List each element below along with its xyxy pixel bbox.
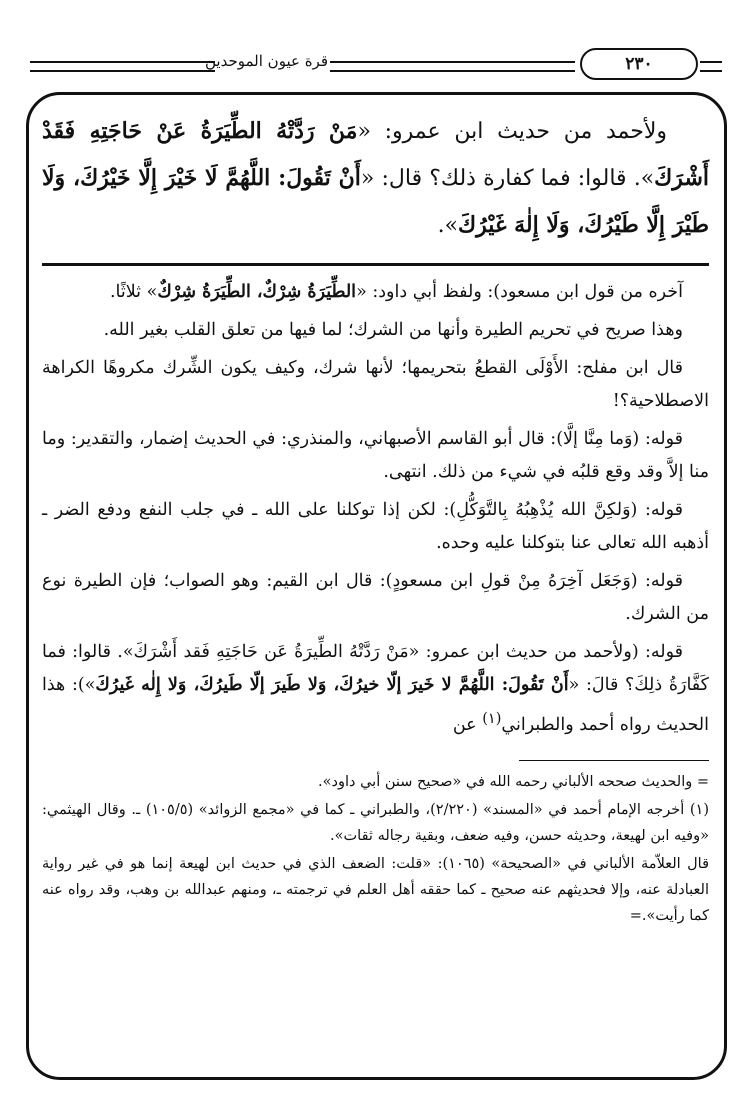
hadith-paragraph	[42, 108, 709, 249]
commentary-paragraph-1	[42, 276, 709, 309]
hadith-quote-1: مَنْ رَدَّتْهُ الطِّيَرَةُ عَنْ حَاجَتِهِ فَقَدْ أَشْرَكَ	[42, 118, 709, 191]
footnotes-section	[42, 760, 709, 929]
section-divider	[42, 263, 709, 266]
footnote-marker: (١)	[482, 710, 502, 727]
hadith-connector: ». قالوا: فما كفارة ذلك؟ قال: «	[360, 166, 655, 191]
hadith-text-block	[42, 108, 709, 249]
commentary-paragraph-7	[42, 636, 709, 742]
footnote-1-continued	[42, 851, 709, 929]
para-bold-quote: الطِّيَرَةُ شِرْكٌ، الطِّيَرَةُ شِرْكٌ	[157, 282, 357, 302]
running-title: قرة عيون الموحدين	[205, 52, 328, 70]
page-content	[42, 108, 709, 931]
header-rule-right	[700, 61, 722, 72]
commentary-paragraph-3: قال ابن مفلح: الأَوْلَى القطعُ بتحريمها؛ لأنها شرك، وكيف يكون الشِّرك مكروهًا الكراهة الاصطلاحية؟!	[42, 358, 709, 411]
para-text: آخره من قول ابن مسعود): ولفظ أبي داود: «	[356, 282, 683, 302]
para-text: » ثلاثًا.	[109, 282, 158, 302]
commentary-paragraph-2: وهذا صريح في تحريم الطيرة وأنها من الشرك؛ لما فيها من تعلق القلب بغير الله.	[103, 320, 683, 340]
hadith-close: ».	[437, 213, 459, 238]
page-number: ٢٣٠	[580, 48, 698, 80]
para-text: عن	[452, 714, 483, 735]
para-text: قوله: (ولأحمد من حديث ابن عمرو: «مَنْ رَدَّتْهُ الطِّيرَةُ عَن حَاجَتِهِ فَقد أَشْرَكَ». قالوا: فما كَفَّارَةُ ذلِكَ؟ قالَ: «	[42, 642, 709, 695]
commentary-paragraph-4: قوله: (وَما مِنَّا إلَّا): قال أبو القاسم الأصبهاني، والمنذري: في الحديث إضمار، والتقدير: وما منا إلاَّ وقد وقع قلبُه في شيء من ذلك. انتهى.	[42, 429, 709, 482]
hadith-intro: ولأحمد من حديث ابن عمرو: «	[357, 119, 667, 144]
hadith-quote-2: أَنْ تَقُولَ: اللَّهُمَّ لَا خَيْرَ إِلَّا خَيْرُكَ، وَلَا طَيْرَ إِلَّا طَيْرُكَ، وَلَا إِلٰهَ غَيْرُكَ	[42, 165, 709, 238]
commentary-text	[42, 276, 709, 742]
footnote-continuation: = والحديث صححه الألباني رحمه الله في «صحيح سنن أبي داود».	[318, 773, 709, 790]
footnote-1: (١) أخرجه الإمام أحمد في «المسند» (٢/٢٢٠)، والطبراني ـ كما في «مجمع الزوائد» (١٠٥/٥) ـ. وقال الهيثمي: «وفيه ابن لهيعة، وحديثه حسن، وفيه ضعف، وبقية رجاله ثقات».	[42, 801, 709, 844]
para-text: »): هذا الحديث رواه أحمد والطبراني	[42, 675, 709, 735]
page-header	[0, 0, 751, 90]
footnote-rule	[519, 760, 709, 761]
header-rule-left	[30, 61, 215, 72]
header-rule-middle	[330, 61, 575, 72]
continuation-mark: =	[629, 907, 642, 924]
footnote-text: قال العلاّمة الألباني في «الصحيحة» (١٠٦٥): «قلت: الضعف الذي في حديث ابن لهيعة إنما هو في غير رواية العبادلة عنه، وإلا فحديثهم عنه صحيح ـ كما حققه أهل العلم في ترجمته ـ، ومنهم عبدالله بن وهب، وقد رواه عنه كما رأيت».	[42, 855, 709, 924]
commentary-paragraph-5: قوله: (وَلكِنَّ الله يُذْهِبُهُ بِالتَّوَكُّلِ): لكن إذا توكلنا على الله ـ في جلب النفع ودفع الضر ـ أذهبه الله تعالى عنا بتوكلنا عليه وحده.	[42, 500, 709, 553]
para-bold-quote: أَنْ تَقُولَ: اللَّهُمَّ لا خَيرَ إلّا خيرُكَ، وَلا طَيرَ إلّا طَيرُكَ، وَلا إِلٰه غَيرُكَ	[95, 675, 569, 695]
commentary-paragraph-6: قوله: (وَجَعَل آخِرَهُ مِنْ قولِ ابن مسعودٍ): قال ابن القيم: وهو الصواب؛ فإن الطيرة نوع من الشرك.	[42, 571, 709, 624]
